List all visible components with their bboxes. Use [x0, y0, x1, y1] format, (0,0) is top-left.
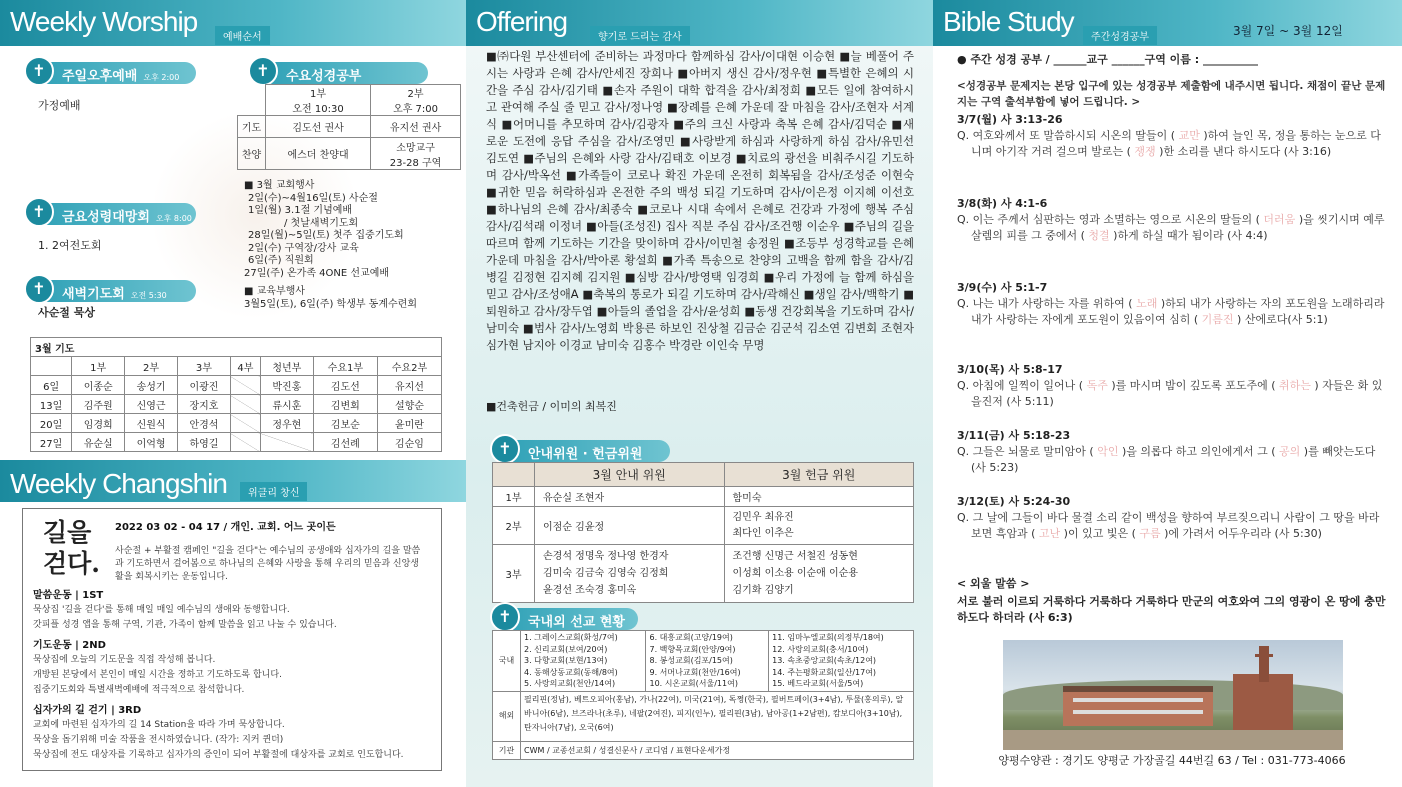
section2-line: 묵상집에 오늘의 기도문을 직접 작성해 봅니다.	[33, 655, 216, 665]
friday-service-label: ✝ 금요성령대망회 오후 8:00	[28, 203, 196, 225]
offering-subtitle: 향기로 드리는 감사	[590, 26, 690, 45]
section1-line: 묵상집 '길을 걷다'를 통해 매일 매일 예수님의 생애와 동행합니다.	[33, 605, 290, 615]
ushers-table: 3월 안내 위원 3월 헌금 위원 1부 유순실 조현자 함미숙 2부 이점순 김윤정 김민우 최유진 최다인 이추은 3부 손경석 정명욱 정나영 한경자 김미숙 김금숙 김영숙 김정희 윤경선 조숙경 홍미옥 조건행 신명근 서철진 성동현 이성희 이소용 이순애 이순용 김기화 김양기	[492, 462, 914, 603]
study-day: 3/9(수) 사 5:1-7 Q. 나는 내가 사랑하는 자를 위하여 ( 노래 )하되 내가 사랑하는 자의 포도원을 노래하리라 내가 사랑하는 자에게 포도원이 있음이여 심히 ( 기름진 ) 산에로다(사 5:1)	[957, 281, 1385, 326]
offering-title: Offering	[476, 6, 568, 37]
march-prayer-table: 3월 기도 1부 2부 3부 4부 청년부 수요1부 수요2부 6일 이종순 송성기 이광진 박진홍 김도선 유지선 13일 김주원 신영근 장지호 류시훈 김변회 설향순 20일 임경희 신원식 안경석 정우현 김보순 윤미란 27일 유순실 이억형 하영길 김선례 김순임	[30, 337, 442, 452]
bible-subtitle: 주간성경공부	[1083, 26, 1157, 45]
cross-icon: ✝	[24, 197, 54, 227]
missions-table: 국내 1. 그레이스교회(화성/7여) 2. 신리교회(보여/20여) 3. 다향교회(보현/13여) 4. 동해상동교회(동해/8여) 5. 사랑의교회(천안/14여) 6. 대흥교회(고양/19여) 7. 백향목교회(안양/9여) 8. 봉성교회(김포/15여) 9. 서머나교회(천안/16여) 10. 시온교회(서울/11여) 11. 임마누엘교회(의정부/18여) 12. 사랑의교회(충서/10여) 13. 속초중앙교회(속초/12여) 14. 주는평화교회(일산/17여) 15. 베드라교회(서울/5여) 해외 필리핀(정남), 베트오피아(홍남), 가나(22여), 미국(21여), 독쩡(한국), 필버트페이(3+4남), 투물(홍의루), 알바니아(6남), 브즈라나(초루), 네팔(2여진), 피지(인누), 필리핀(3남), 남아공(1+2남편), 캄보디아(3+10남), 탄자니아(7남), 오국(6여) 기관 CWM / 교종선교회 / 성결신문사 / 코디엄 / 표현다운세가정	[492, 630, 914, 760]
weekly-worship-panel	[0, 0, 466, 787]
worship-header	[0, 0, 466, 46]
wed-study-label: ✝ 수요성경공부	[252, 62, 428, 84]
offering-header	[466, 0, 933, 46]
cross-icon: ✝	[24, 56, 54, 86]
retreat-center-photo	[1003, 640, 1343, 750]
offering-panel	[466, 0, 933, 787]
cross-icon: ✝	[24, 274, 54, 304]
study-notice: <성경공부 문제지는 본당 입구에 있는 성경공부 제출함에 내주시면 됩니다. 채점이 끝난 문제지는 구역 출석부함에 넣어 드립니다. >	[957, 80, 1386, 108]
church-events: ■ 3월 교회행사 2일(수)~4월16일(토) 사순절 1일(월) 3.1절 기념예배 / 첫날새벽기도회 28일(월)~5일(토) 첫주 집중기도회 2일(수) 구역장/강사 교육 6일(주) 직원회 27일(주) 온가족 4ONE 선교예배 ■ 교육부행사 3월5일(토), 6일(주) 학생부 동계수련회	[244, 180, 417, 310]
study-day: 3/12(토) 사 5:24-30 Q. 그 날에 그들이 바다 물결 소리 같이 백성을 향하여 부르짖으리니 사람이 그 땅을 바라보면 흑암과 ( 고난 )이 있고 빛은 ( 구름 )에 가려서 어두우리라 (사 5:30)	[957, 495, 1380, 540]
memory-verse-title: < 외울 말씀 >	[957, 577, 1030, 590]
cross-icon: ✝	[490, 602, 520, 632]
memory-verse: 서로 불러 이르되 거룩하다 거룩하다 거룩하다 만군의 여호와여 그의 영광이 온 땅에 충만하도다 하더라 (사 6:3)	[957, 595, 1386, 624]
section3-line: 교회에 마련된 십자가의 길 14 Station을 따라 가며 묵상합니다.	[33, 720, 285, 730]
bible-study-panel	[933, 0, 1402, 787]
bible-header	[933, 0, 1402, 46]
changshin-title: Weekly Changshin	[10, 468, 227, 499]
missions-label: ✝ 국내외 선교 현황	[494, 608, 638, 630]
study-form: ● 주간 성경 공부 / ______교구 ______구역 이름 : __________	[957, 53, 1258, 66]
study-date-range: 3월 7일 ~ 3월 12일	[1233, 24, 1343, 38]
wed-study-table: 1부 오전 10:30 2부 오후 7:00 기도 김도선 권사 유지선 권사 찬양 에스더 찬양대 소망교구 23-28 구역	[237, 84, 461, 170]
section3-line: 묵상집에 전도 대상자를 기록하고 십자가의 증인이 되어 부활절에 대상자를 교회로 인도합니다.	[33, 750, 404, 760]
ushers-label: ✝ 안내위원 · 헌금위원	[494, 440, 670, 462]
cross-icon: ✝	[248, 56, 278, 86]
worship-title: Weekly Worship	[10, 6, 198, 37]
worship-subtitle: 예배순서	[215, 26, 270, 45]
changshin-subtitle: 위클리 창신	[240, 482, 307, 501]
campaign-logo: 길을 걷다.	[43, 518, 101, 578]
section3-line: 묵상을 돕기위해 미술 작품을 전시하였습니다. (작가: 지커 퀸더)	[33, 735, 284, 745]
section1-line: 갓피플 성경 앱을 통해 구역, 기관, 가족이 함께 말씀을 읽고 나눌 수 있습니다.	[33, 620, 337, 630]
study-day: 3/8(화) 사 4:1-6 Q. 이는 주께서 심판하는 영과 소멸하는 영으로 시온의 딸들의 ( 더러움 )을 씻기시며 예루살렘의 피를 그 중에서 ( 청결 )하게 하실 때가 됨이라 (사 4:4)	[957, 197, 1385, 242]
campaign-intro: 사순절 + 부활절 캠페인 "길을 걷다"는 예수님의 공생애와 십자가의 길을 말씀과 기도하면서 걸어봄으로 하나님의 은혜와 사랑을 통해 우리의 믿음과 신앙생활을 회복시키는 운동입니다.	[115, 546, 421, 582]
building-fund: ■건축헌금 / 이미의 최복진	[486, 400, 617, 413]
study-day: 3/7(월) 사 3:13-26 Q. 여호와께서 또 말씀하시되 시온의 딸들이 ( 교만 )하여 늘인 목, 정을 통하는 눈으로 다니며 아기작 거려 걸으며 발로는 ( 쟁쟁 )한 소리를 낸다 하시도다 (사 3:16)	[957, 113, 1381, 158]
retreat-address: 양평수양관 : 경기도 양평군 가장골길 44번길 63 / Tel : 031-773-4066	[998, 754, 1346, 767]
changshin-box	[22, 508, 442, 771]
section1-title: 말씀운동 | 1ST	[33, 590, 104, 601]
section2-title: 기도운동 | 2ND	[33, 640, 106, 651]
changshin-header	[0, 460, 466, 502]
study-day: 3/11(금) 사 5:18-23 Q. 그들은 뇌물로 말미암아 ( 악인 )을 의롭다 하고 의인에게서 그 ( 공의 )를 빼앗는도다 (사 5:23)	[957, 429, 1376, 474]
sunday-service-content: 가정예배	[38, 99, 81, 112]
campaign-headline: 2022 03 02 - 04 17 / 개인. 교회. 어느 곳이든	[115, 522, 336, 533]
sunday-service-label: ✝ 주일오후예배 오후 2:00	[28, 62, 196, 84]
section3-title: 십자가의 길 걷기 | 3RD	[33, 705, 142, 716]
offering-text: ■㈜다원 부산센터에 준비하는 과정마다 함께하심 감사/이대현 이승현 ■늘 베풀어 주시는 사랑과 은혜 감사/안세진 장희나 ■아버지 생신 감사/정우현 ■특별한 은혜의 시간을 주심 감사/김기태 ■손자 주원이 대학 합격을 감사/최정희 ■모든 일에 참여하시고 관여해 주실 줄 믿고 감사/정나영 ■장례를 은혜 가운데 잘 마침을 감사/조현자 서계식 ■어머니를 추모하며 감사/김광자 ■주의 크신 사랑과 축복 은혜 감사/김덕순 ■새로운 도전에 응답 주심을 감사/조영민 ■사랑받게 하심과 사랑하게 하심 감사/유민선 김도연 ■주님의 은혜와 사랑 감사/김태호 이보경 ■치료의 광선을 비춰주시길 기도하며 감사/박옥선 ■가족들이 코로나 확진 가운데 온전히 회복됨을 감사/조성준 이현숙 ■귀한 믿음 허락하심과 온전한 주의 백성 되길 기도하며 감사/이은정 이지혜 이선호 ■하나님의 은혜 감사/최종숙 ■코로나 시대 속에서 은혜로 건강과 가정에 행복 주심 감사/김석래 이정녀 ■아들(조성진) 집사 직분 주심 감사/조건행 이순우 ■주님의 길을 따르며 함께 기도하는 기간을 맞이하며 감사/이민철 송정원 ■조등부 성경학교를 은혜 가운데 마침을 감사/박아론 황설희 ■가족 특송으로 찬양의 고백을 함께 함을 감사/김병길 김정현 김지혜 김지원 ■심방 감사/방영택 임경희 ■우리 가정에 늘 함께 하심을 믿고 감사/조성애A ■축복의 통로가 되길 기도하며 감사/곽해신 ■생일 감사/백학기 ■퇴원하고 감사/장두엽 ■아들의 졸업을 감사/윤성희 ■동생 건강회복을 기도하며 감사/남미숙 ■범사 감사/노영희 박용른 하보인 진상철 김금순 김군석 김소연 김변회 조현자 심가현 남지아 이경교 남미숙 김홍수 박경란 이인숙 무명	[486, 49, 914, 352]
section2-line: 개방된 본당에서 본인이 매일 시간을 정하고 기도하도록 합니다.	[33, 670, 282, 680]
bible-title: Bible Study	[943, 6, 1074, 37]
cross-icon: ✝	[490, 434, 520, 464]
section2-line: 집중기도회와 특별새벽예배에 적극적으로 참석합니다.	[33, 685, 245, 695]
friday-service-content: 1. 2여전도회	[38, 239, 102, 252]
dawn-service-label: ✝ 새벽기도회 오전 5:30	[28, 280, 196, 302]
study-day: 3/10(목) 사 5:8-17 Q. 아침에 일찍이 일어나 ( 독주 )를 마시며 밤이 깊도록 포도주에 ( 취하는 ) 자들은 화 있을진저 (사 5:11)	[957, 363, 1383, 408]
dawn-service-content: 사순절 묵상	[38, 306, 95, 319]
